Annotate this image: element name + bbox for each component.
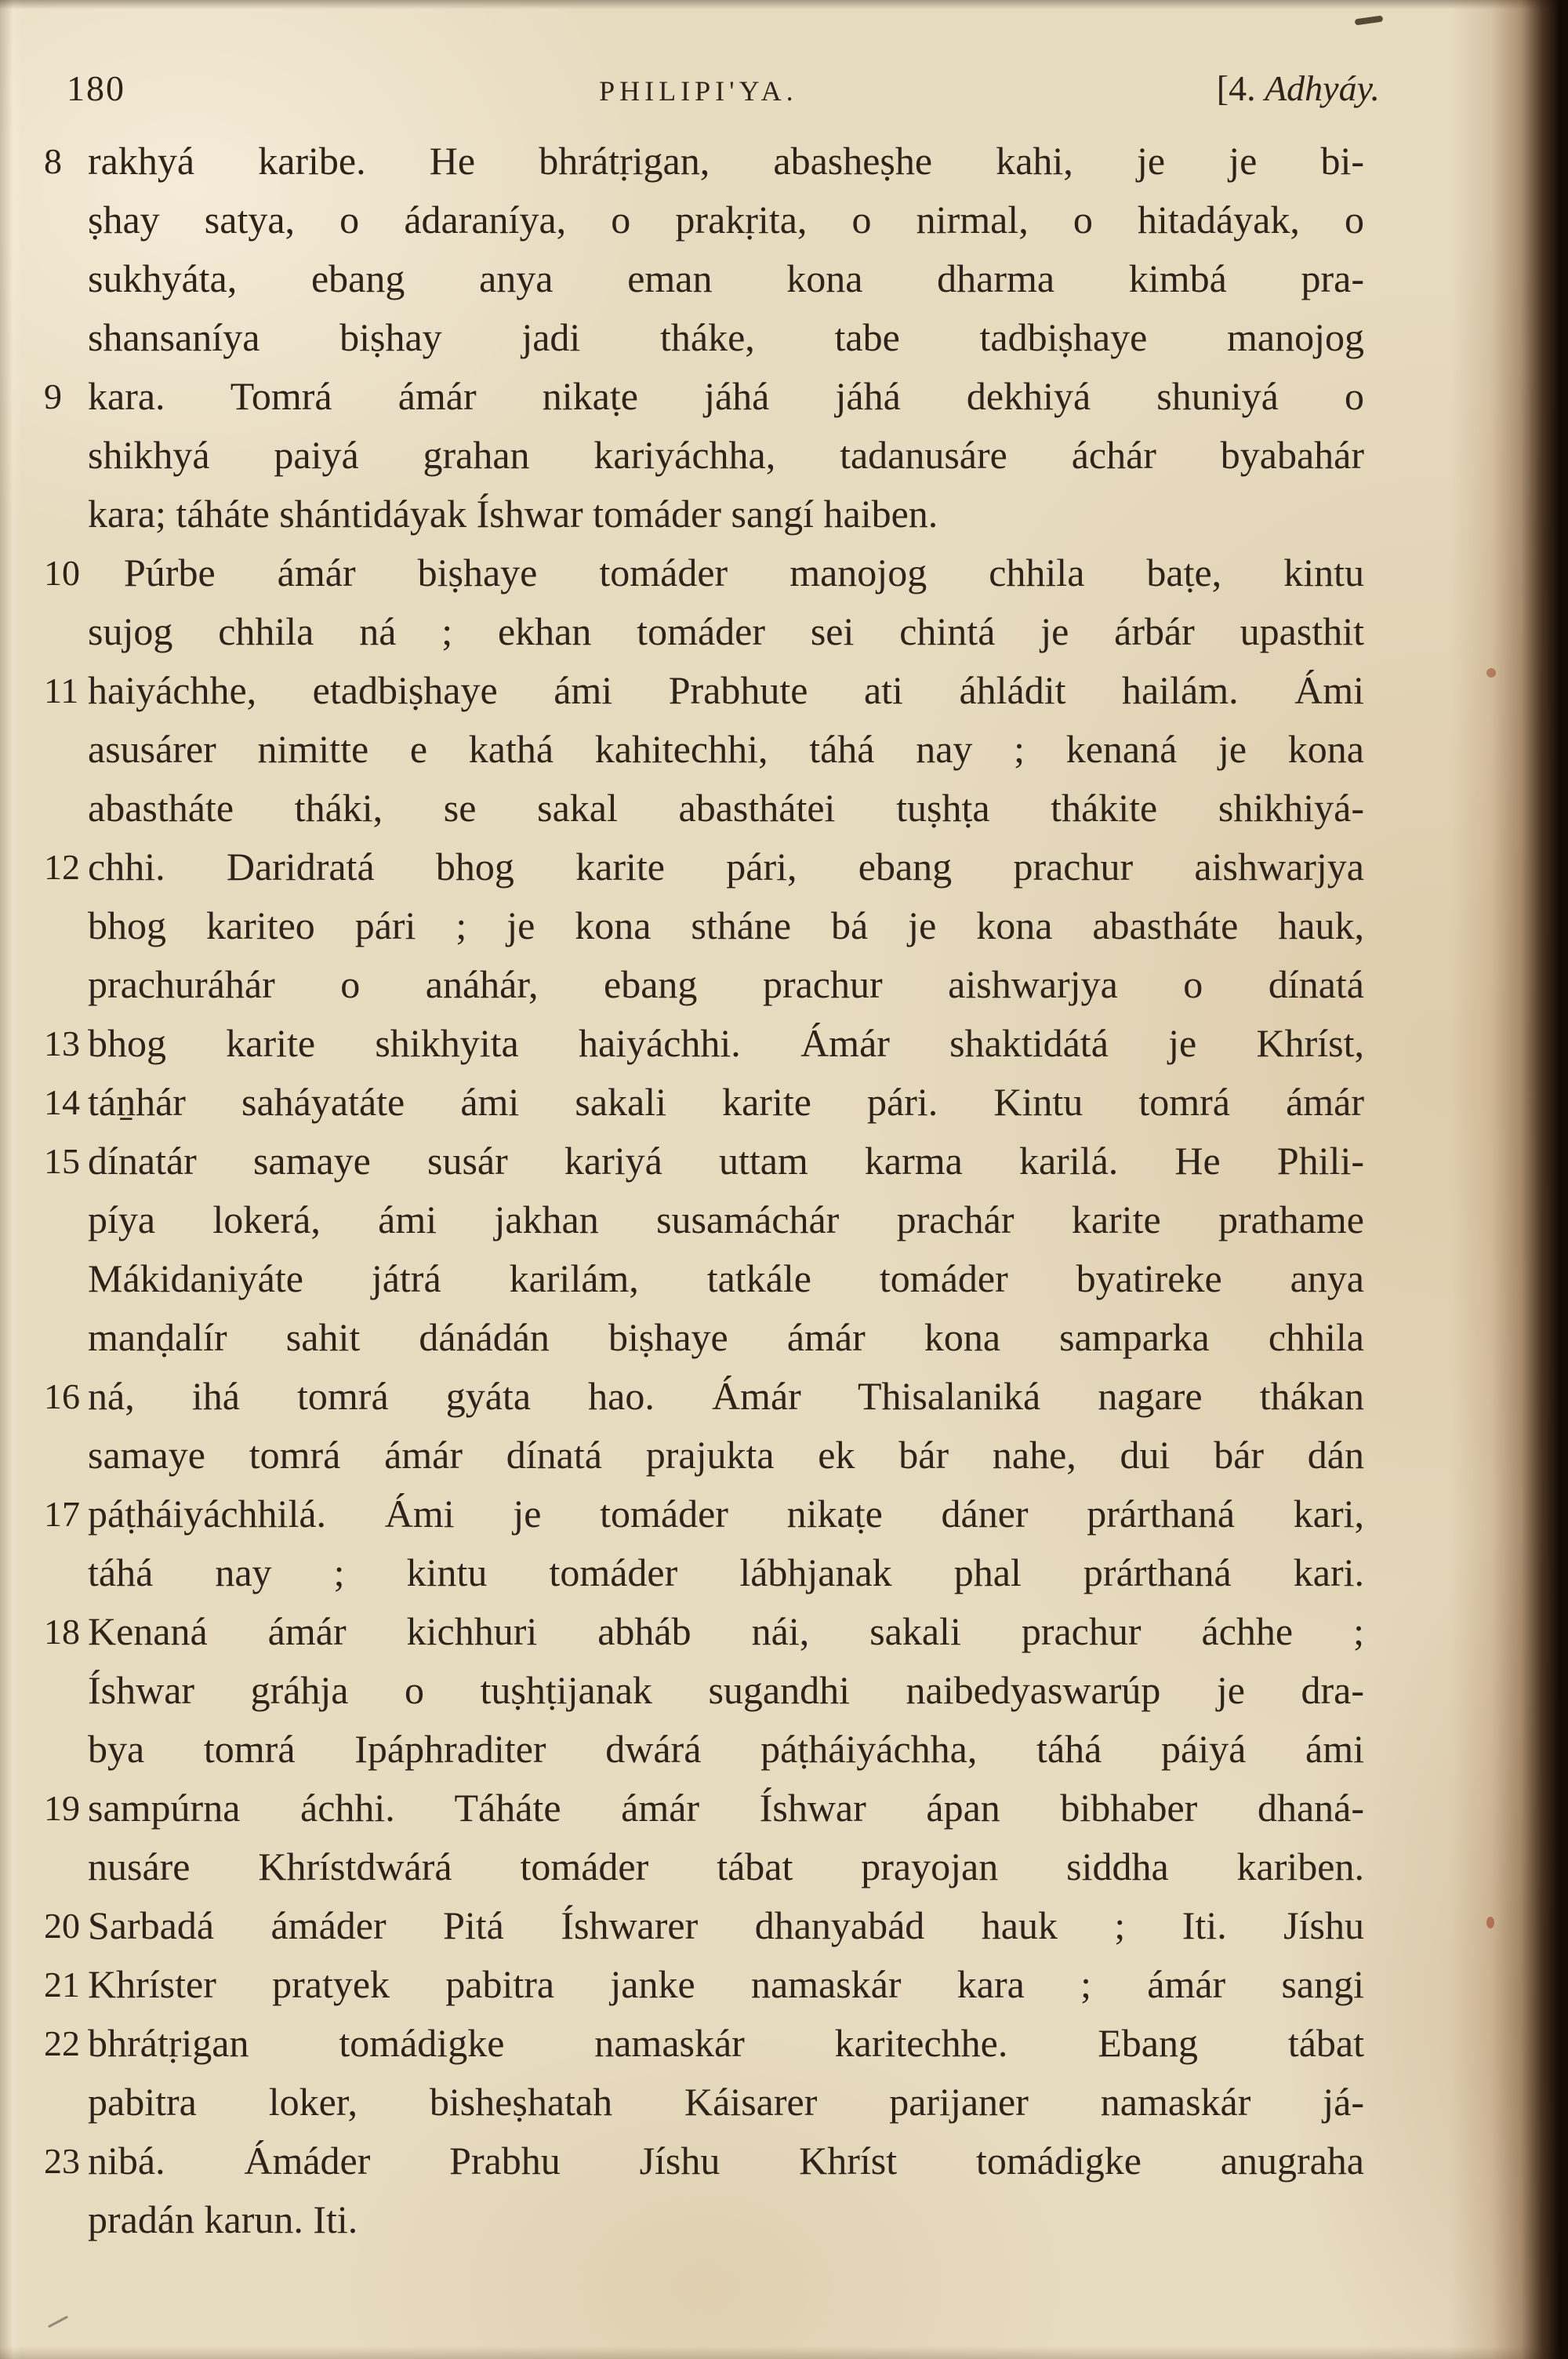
verse-text: kara. Tomrá ámár nikaṭe jáhá jáhá dekhiyá shuniyá o <box>88 374 1364 418</box>
verse-text: Púrbe ámár biṣhaye tomáder manojog chhila baṭe, kintu <box>124 551 1364 594</box>
verse-text: bhog karite shikhyita haiyáchhi. Ámár shaktidátá je Khríst, <box>88 1021 1364 1065</box>
text-line <box>88 1720 1364 1779</box>
verse-text: páṭháiyáchhilá. Ámi je tomáder nikaṭe dáner prárthaná kari, <box>88 1492 1364 1536</box>
verse-text: shikhyá paiyá grahan kariyáchha, tadanusáre áchár byabahár <box>88 433 1364 477</box>
text-line <box>88 2073 1364 2132</box>
text-line <box>44 1955 1364 2014</box>
running-title: PHILIPI'YA. <box>599 75 798 107</box>
verse-text: nusáre Khrístdwárá tomáder tábat prayojan siddha kariben. <box>88 1845 1364 1888</box>
verse-text: dínatár samaye susár kariyá uttam karma karilá. He Phili- <box>88 1139 1364 1183</box>
text-line <box>88 308 1364 367</box>
verse-text: píya lokerá, ámi jakhan susamáchár prachár karite prathame <box>88 1198 1364 1241</box>
verse-number: 8 <box>44 141 62 181</box>
verse-number: 17 <box>44 1494 80 1534</box>
verse-text: Kenaná ámár kichhuri abháb nái, sakali prachur áchhe ; <box>88 1609 1364 1653</box>
page-header <box>67 67 1380 109</box>
verse-number: 23 <box>44 2141 80 2181</box>
verse-text: bhog kariteo pári ; je kona stháne bá je kona abastháte hauk, <box>88 903 1364 947</box>
verse-text: shansaníya biṣhay jadi tháke, tabe tadbiṣhaye manojog <box>88 315 1364 359</box>
text-line <box>88 1543 1364 1602</box>
verse-text: Íshwar gráhja o tuṣhṭijanak sugandhi naibedyaswarúp je dra- <box>88 1668 1364 1712</box>
text-line <box>88 191 1364 249</box>
text-line <box>44 1014 1364 1073</box>
page-number: 180 <box>67 68 125 108</box>
chapter-prefix: [4. <box>1216 68 1265 108</box>
verse-text: bya tomrá Ipáphraditer dwárá páṭháiyáchha, táhá páiyá ámi <box>88 1727 1364 1771</box>
text-line <box>88 1661 1364 1720</box>
verse-text: Mákidaniyáte játrá karilám, tatkále tomáder byatireke anya <box>88 1256 1364 1300</box>
text-line <box>88 955 1364 1014</box>
text-line <box>44 1485 1364 1543</box>
verse-number: 9 <box>44 376 62 416</box>
verse-number: 12 <box>44 847 80 887</box>
verse-number: 10 <box>44 553 80 593</box>
verse-number: 22 <box>44 2023 80 2063</box>
verse-text: Khríster pratyek pabitra janke namaskár kara ; ámár sangi <box>88 1962 1364 2006</box>
verse-number: 21 <box>44 1965 80 2005</box>
verse-number: 15 <box>44 1141 80 1181</box>
text-line <box>88 1249 1364 1308</box>
text-line <box>44 543 1364 602</box>
pencil-mark <box>48 2316 68 2328</box>
verse-text: sujog chhila ná ; ekhan tomáder sei chintá je árbár upasthit <box>88 609 1364 653</box>
text-line <box>88 485 1364 543</box>
text-line <box>44 1779 1364 1837</box>
text-line <box>44 2014 1364 2073</box>
text-line <box>88 426 1364 485</box>
ink-smudge <box>1355 16 1384 26</box>
text-line <box>88 1190 1364 1249</box>
page-edge-bottom <box>0 2346 1568 2359</box>
verse-number: 13 <box>44 1023 80 1063</box>
text-block <box>44 132 1364 2249</box>
verse-text: manḍalír sahit dánádán biṣhaye ámár kona samparka chhila <box>88 1315 1364 1359</box>
verse-text: kara; táháte shántidáyak Íshwar tomáder sangí haiben. <box>88 492 938 536</box>
verse-number: 16 <box>44 1376 80 1416</box>
text-line <box>88 2190 1364 2249</box>
text-line <box>44 1132 1364 1190</box>
verse-number: 20 <box>44 1906 80 1946</box>
binding-edge <box>1450 0 1568 2359</box>
text-line <box>44 838 1364 896</box>
text-line <box>44 2132 1364 2190</box>
verse-text: Sarbadá ámáder Pitá Íshwarer dhanyabád hauk ; Iti. Jíshu <box>88 1903 1364 1947</box>
chapter-name: Adhyáy. <box>1265 68 1380 108</box>
verse-text: bhrátṛigan tomádigke namaskár karitechhe. Ebang tábat <box>88 2021 1364 2065</box>
text-line <box>44 1073 1364 1132</box>
verse-text: pabitra loker, bisheṣhatah Káisarer parijaner namaskár já- <box>88 2080 1364 2124</box>
verse-text: haiyáchhe, etadbiṣhaye ámi Prabhute ati áhládit hailám. Ámi <box>88 668 1364 712</box>
verse-number: 18 <box>44 1612 80 1652</box>
verse-text: prachuráhár o anáhár, ebang prachur aishwarjya o dínatá <box>88 962 1364 1006</box>
text-line <box>88 1308 1364 1367</box>
text-line <box>88 896 1364 955</box>
verse-number: 14 <box>44 1082 80 1122</box>
text-line <box>88 602 1364 661</box>
verse-text: sukhyáta, ebang anya eman kona dharma kimbá pra- <box>88 256 1364 300</box>
page-edge-left <box>0 0 22 2359</box>
verse-number: 11 <box>44 671 79 711</box>
verse-text: táṉhár saháyatáte ámi sakali karite pári. Kintu tomrá ámár <box>88 1080 1364 1124</box>
text-line <box>44 367 1364 426</box>
verse-text: táhá nay ; kintu tomáder lábhjanak phal prárthaná kari. <box>88 1550 1364 1594</box>
verse-text: chhi. Daridratá bhog karite pári, ebang prachur aishwarjya <box>88 845 1364 889</box>
text-line <box>88 779 1364 838</box>
verse-text: ṣhay satya, o ádaraníya, o prakṛita, o nirmal, o hitadáyak, o <box>88 198 1364 242</box>
text-line <box>88 1837 1364 1896</box>
verse-text: nibá. Ámáder Prabhu Jíshu Khríst tomádigke anugraha <box>88 2139 1364 2183</box>
verse-number: 19 <box>44 1788 80 1828</box>
verse-text: abastháte tháki, se sakal abasthátei tuṣhṭa thákite shikhiyá- <box>88 786 1364 830</box>
text-line <box>44 1602 1364 1661</box>
text-line <box>44 1367 1364 1426</box>
verse-text: samaye tomrá ámár dínatá prajukta ek bár nahe, dui bár dán <box>88 1433 1364 1477</box>
chapter-header <box>1217 67 1380 109</box>
verse-text: ná, ihá tomrá gyáta hao. Ámár Thisalaniká nagare thákan <box>88 1374 1364 1418</box>
verse-text: sampúrna áchhi. Táháte ámár Íshwar ápan bibhaber dhaná- <box>88 1786 1364 1830</box>
text-line <box>88 720 1364 779</box>
text-line <box>44 132 1364 191</box>
verse-text: rakhyá karibe. He bhrátṛigan, abasheṣhe kahi, je je bi- <box>88 139 1364 183</box>
text-line <box>88 249 1364 308</box>
verse-text: pradán karun. Iti. <box>88 2197 358 2241</box>
page-edge-top <box>0 0 1568 9</box>
text-line <box>88 1426 1364 1485</box>
text-line <box>44 1896 1364 1955</box>
text-line <box>44 661 1364 720</box>
verse-text: asusárer nimitte e kathá kahitechhi, táhá nay ; kenaná je kona <box>88 727 1364 771</box>
